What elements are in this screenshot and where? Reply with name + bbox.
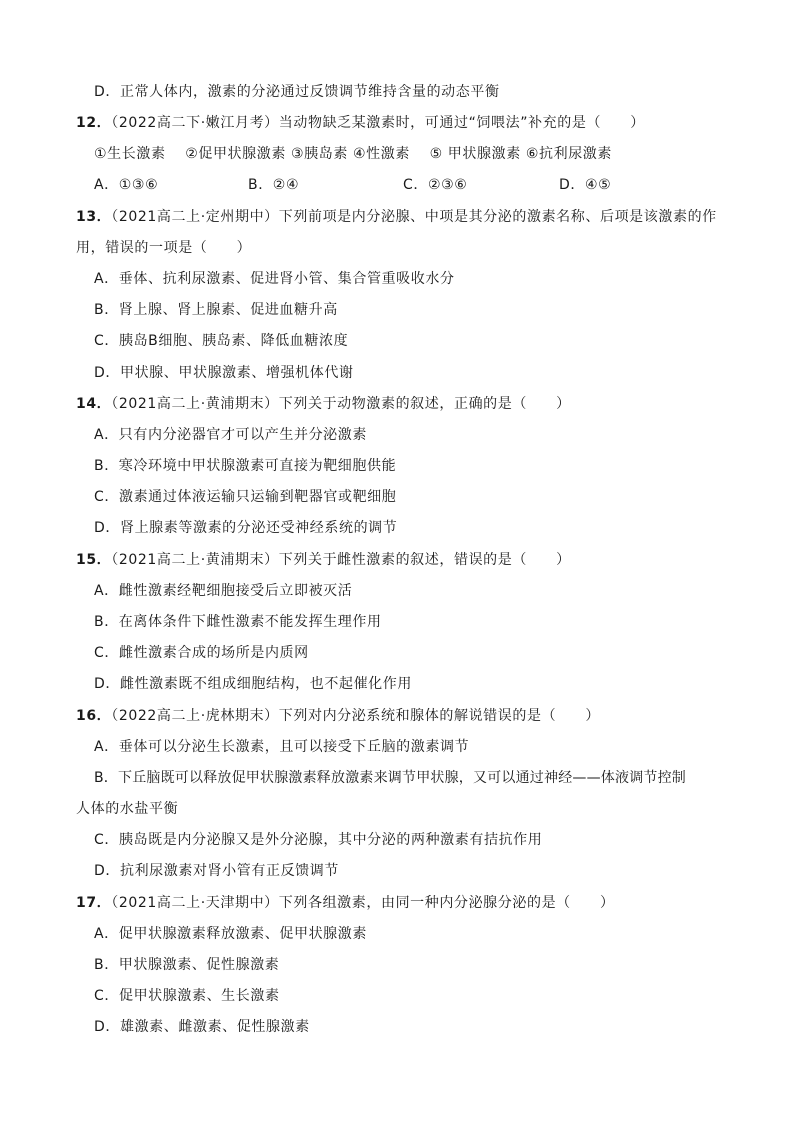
question-12-options	[94, 176, 611, 194]
question-text: （2021高二上·黄浦期末）下列关于雌性激素的叙述，错误的是（ ）	[111, 552, 571, 568]
question-number: 17．	[76, 895, 112, 911]
option-a: A．只有内分泌器官才可以产生并分泌激素	[94, 427, 367, 443]
question-17-stem	[76, 894, 615, 912]
option-c: C．促甲状腺激素、生长激素	[94, 988, 280, 1004]
option-a: A．垂体、抗利尿激素、促进肾小管、集合管重吸收水分	[94, 271, 455, 287]
question-number: 16．	[76, 708, 112, 724]
question-number: 15．	[76, 552, 112, 568]
question-text: （2021高二上·定州期中）下列前项是内分泌腺、中项是其分泌的激素名称、后项是该激素的作	[111, 209, 717, 225]
question-15-stem	[76, 551, 571, 569]
option-b: B．在离体条件下雌性激素不能发挥生理作用	[94, 614, 382, 630]
question-16-stem	[76, 707, 600, 725]
option-c: C．激素通过体液运输只运输到靶器官或靶细胞	[94, 489, 397, 505]
option-a: A．垂体可以分泌生长激素，且可以接受下丘脑的激素调节	[94, 739, 470, 755]
option-a: A．促甲状腺激素释放激素、促甲状腺激素	[94, 926, 367, 942]
option-c: C．胰岛B细胞、胰岛素、降低血糖浓度	[94, 333, 349, 349]
question-12-stem	[76, 114, 645, 132]
option-d: D．甲状腺、甲状腺激素、增强机体代谢	[94, 365, 354, 381]
question-13-stem	[76, 208, 717, 226]
option-c: C．②③⑥	[403, 177, 468, 193]
option-b-cont: 人体的水盐平衡	[76, 801, 179, 817]
option-d: D．④⑤	[559, 177, 612, 193]
question-number: 14．	[76, 396, 112, 412]
question-text: （2022高二上·虎林期末）下列对内分泌系统和腺体的解说错误的是（ ）	[111, 708, 600, 724]
option-c: C．胰岛既是内分泌腺又是外分泌腺，其中分泌的两种激素有拮抗作用	[94, 832, 543, 848]
question-text: （2022高二下·嫩江月考）当动物缺乏某激素时，可通过“饲喂法”补充的是（ ）	[111, 115, 645, 131]
option-d: D．雌性激素既不组成细胞结构，也不起催化作用	[94, 676, 412, 692]
question-number: 12．	[76, 115, 112, 131]
option-c: C．雌性激素合成的场所是内质网	[94, 645, 309, 661]
option-d: D．雄激素、雌激素、促性腺激素	[94, 1019, 310, 1035]
option-b: B．寒冷环境中甲状腺激素可直接为靶细胞供能	[94, 458, 397, 474]
question-13-stem-cont: 用，错误的一项是（ ）	[76, 240, 252, 256]
option-d: D．抗利尿激素对肾小管有正反馈调节	[94, 863, 339, 879]
option-b: B．甲状腺激素、促性腺激素	[94, 957, 280, 973]
question-12-items: ①生长激素 ②促甲状腺激素 ③胰岛素 ④性激素 ⑤ 甲状腺激素 ⑥抗利尿激素	[94, 146, 613, 162]
option-b: B．下丘脑既可以释放促甲状腺激素释放激素来调节甲状腺，又可以通过神经——体液调节控制	[94, 770, 687, 786]
option-d: D．肾上腺素等激素的分泌还受神经系统的调节	[94, 520, 398, 536]
option-b: B．肾上腺、肾上腺素、促进血糖升高	[94, 302, 338, 318]
option-b: B．②④	[248, 177, 300, 193]
question-number: 13．	[76, 209, 112, 225]
option-a: A．①③⑥	[94, 177, 159, 193]
prev-option-d: D．正常人体内，激素的分泌通过反馈调节维持含量的动态平衡	[94, 84, 500, 100]
question-text: （2021高二上·黄浦期末）下列关于动物激素的叙述，正确的是（ ）	[111, 396, 571, 412]
question-14-stem	[76, 395, 571, 413]
question-text: （2021高二上·天津期中）下列各组激素，由同一种内分泌腺分泌的是（ ）	[111, 895, 615, 911]
option-a: A．雌性激素经靶细胞接受后立即被灭活	[94, 583, 353, 599]
